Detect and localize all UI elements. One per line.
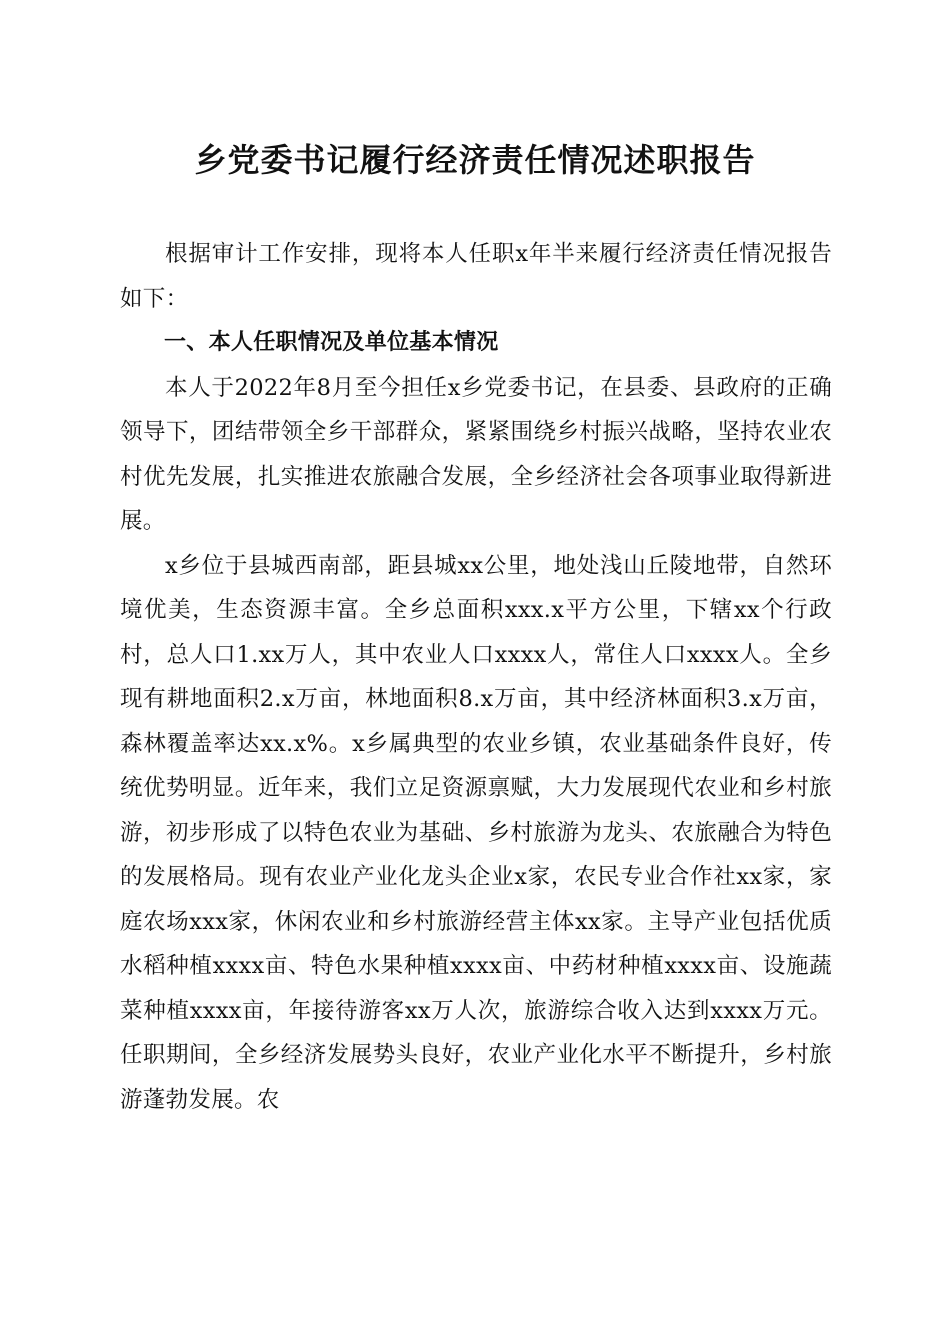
intro-paragraph: 根据审计工作安排，现将本人任职x年半来履行经济责任情况报告如下： bbox=[120, 241, 832, 312]
body-paragraph: 本人于2022年8月至今担任x乡党委书记，在县委、县政府的正确领导下，团结带领全乡干部群众，紧紧围绕乡村振兴战略，坚持农业农村优先发展，扎实推进农旅融合发展，全乡经济社会各项事业取得新进展。 bbox=[120, 374, 832, 534]
document-title: 乡党委书记履行经济责任情况述职报告 bbox=[194, 141, 756, 179]
section-heading: 一、本人任职情况及单位基本情况 bbox=[164, 330, 499, 355]
document-body bbox=[120, 232, 832, 1122]
body-paragraph: x乡位于县城西南部，距县城xx公里，地处浅山丘陵地带，自然环境优美，生态资源丰富。全乡总面积xxx.x平方公里，下辖xx个行政村，总人口1.xx万人，其中农业人口xxxx人，常住人口xxxx人。全乡现有耕地面积2.x万亩，林地面积8.x万亩，其中经济林面积3.x万亩，森林覆盖率达xx.x%。x乡属典型的农业乡镇，农业基础条件良好，传统优势明显。近年来，我们立足资源禀赋，大力发展现代农业和乡村旅游，初步形成了以特色农业为基础、乡村旅游为龙头、农旅融合为特色的发展格局。现有农业产业化龙头企业x家，农民专业合作社xx家，家庭农场xxx家，休闲农业和乡村旅游经营主体xx家。主导产业包括优质水稻种植xxxx亩、特色水果种植xxxx亩、中药材种植xxxx亩、设施蔬菜种植xxxx亩，年接待游客xx万人次，旅游综合收入达到xxxx万元。任职期间，全乡经济发展势头良好，农业产业化水平不断提升，乡村旅游蓬勃发展。农 bbox=[120, 552, 832, 1113]
